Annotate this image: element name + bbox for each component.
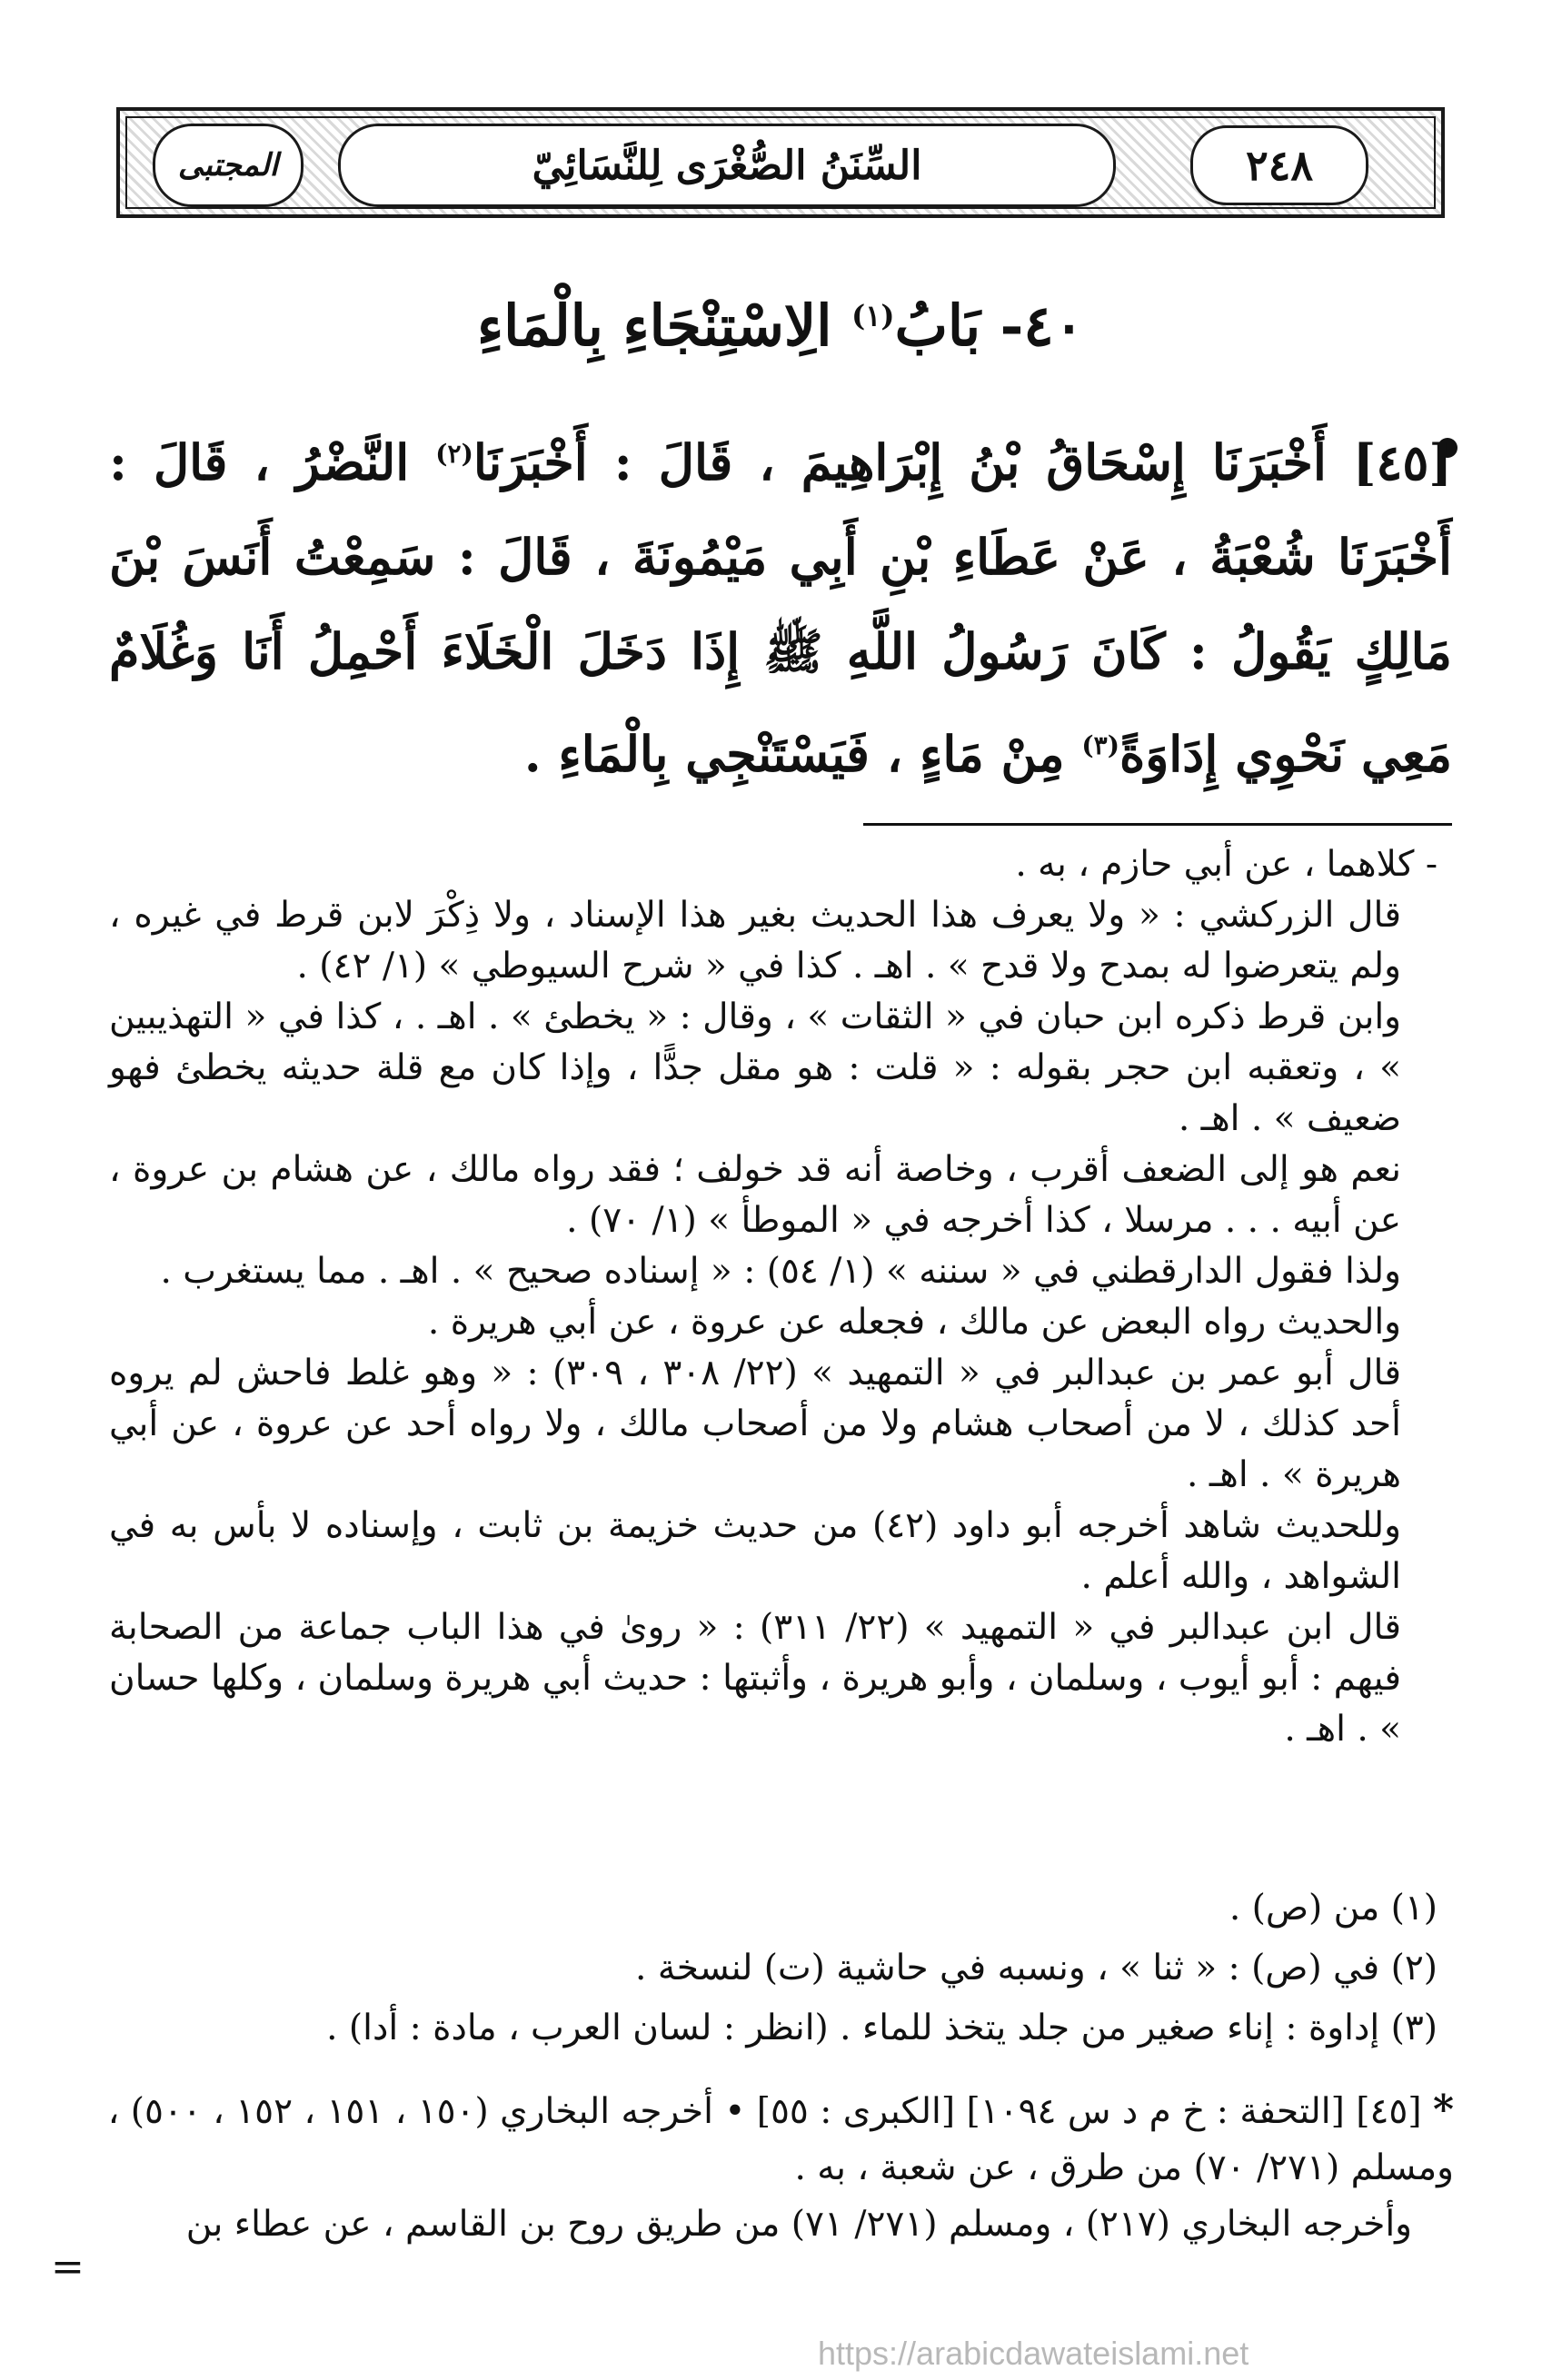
- hadith-text-c: مِنْ مَاءٍ ، فَيَسْتَنْجِي بِالْمَاءِ .: [523, 725, 1065, 783]
- chapter-title: الِاسْتِنْجَاءِ بِالْمَاءِ: [476, 293, 832, 359]
- hadith-number: [٤٥]: [1352, 433, 1452, 491]
- book-title: السِّنَنُ الصُّغْرَى لِلنَّسَائِيّ: [532, 142, 922, 189]
- separator-rule: [863, 823, 1452, 826]
- note-paragraph: قال أبو عمر بن عبدالبر في « التمهيد » (٢٢/ ٣٠٨ ، ٣٠٩) : « وهو غلط فاحش لم يروه أحد كذلك ، لا من أصحاب هشام ولا من أصحاب مالك ، ولا رواه أحد عن عروة ، عن أبي هريرة » . اهـ .: [109, 1353, 1401, 1495]
- note-paragraph: والحديث رواه البعض عن مالك ، فجعله عن عروة ، عن أبي هريرة .: [427, 1302, 1401, 1343]
- note-paragraph: قال الزركشي : « ولا يعرف هذا الحديث بغير هذا الإسناد ، ولا ذِكْرَ لابن قرط في غيره ، ولم يتعرضوا له بمدح ولا قدح » . اهـ . كذا في « شرح السيوطي » (١/ ٤٢) .: [109, 895, 1401, 987]
- hadith-text: [109, 407, 1452, 801]
- hadith-text-b: النَّضْرُ ، قَالَ : أَخْبَرَنَا شُعْبَةُ ، عَنْ عَطَاءِ بْنِ أَبِي مَيْمُونَةَ ، قَالَ : سَمِعْتُ أَنَسَ بْنَ مَالِكٍ يَقُولُ : كَانَ رَسُولُ اللَّهِ ﷺ إِذَا دَخَلَ الْخَلَاءَ أَحْمِلُ أَنَا وَغُلَامٌ مَعِي نَحْوِي إِدَاوَةً: [109, 433, 1452, 783]
- footnote-3: (٣) إداوة : إناء صغير من جلد يتخذ للماء . (انظر : لسان العرب ، مادة : أدا) .: [326, 2008, 1438, 2048]
- footnote-ref-2: (٢): [435, 439, 473, 469]
- continuation-mark: =: [51, 2244, 85, 2290]
- star-icon: *: [1432, 2087, 1454, 2133]
- page-number: ٢٤٨: [1245, 141, 1314, 190]
- takhrij-text-1: [٤٥] [التحفة : خ م د س ١٠٩٤] [الكبرى : ٥٥] • أخرجه البخاري (١٥٠ ، ١٥١ ، ١٥٢ ، ٥٠٠) ، ومسلم (٢٧١/ ٧٠) من طرق ، عن شعبة ، به .: [107, 2091, 1454, 2188]
- commentary-notes: [109, 839, 1438, 1755]
- note-paragraph: نعم هو إلى الضعف أقرب ، وخاصة أنه قد خولف ؛ فقد رواه مالك ، عن هشام بن عروة ، عن أبيه . . . مرسلا ، كذا أخرجه في « الموطأ » (١/ ٧٠) .: [109, 1149, 1401, 1241]
- chapter-footnote-ref: (١): [851, 298, 895, 333]
- note-paragraph: - كلاهما ، عن أبي حازم ، به .: [1015, 844, 1438, 885]
- emblem-text: المجتبى: [177, 147, 279, 183]
- header-title-cartouche: [338, 124, 1116, 207]
- watermark-url: https://arabicdawateislami.net: [818, 2335, 1249, 2372]
- takhrij-line-2: وأخرجه البخاري (٢١٧) ، ومسلم (٢٧١/ ٧١) من طريق روح بن القاسم ، عن عطاء بن: [185, 2204, 1412, 2245]
- takhrij-line-1: [55, 2082, 1454, 2197]
- page-number-cartouche: [1190, 125, 1368, 205]
- page-header: [116, 107, 1445, 218]
- note-paragraph: وابن قرط ذكره ابن حبان في « الثقات » ، وقال : « يخطئ » . اهـ . ، كذا في « التهذيبين » ، وتعقبه ابن حجر بقوله : « قلت : هو مقل جدًّا ، وإذا كان مع قلة حديثه يخطئ فهو ضعيف » . اهـ .: [109, 997, 1401, 1139]
- footnotes: [109, 1877, 1438, 2057]
- footnote-1: (١) من (ص) .: [1229, 1888, 1438, 1929]
- emblem-cartouche: [153, 124, 303, 207]
- chapter-heading: [116, 293, 1445, 359]
- chapter-word: بَابُ: [894, 293, 981, 359]
- footnote-2: (٢) في (ص) : « ثنا » ، ونسبه في حاشية (ت) لنسخة .: [635, 1948, 1438, 1988]
- note-paragraph: قال ابن عبدالبر في « التمهيد » (٢٢/ ٣١١) : « روىٰ في هذا الباب جماعة من الصحابة فيهم : أبو أيوب ، وسلمان ، وأبو هريرة ، وأثبتها : حديث أبي هريرة وسلمان ، وكلها حسان » . اهـ .: [109, 1607, 1401, 1750]
- hadith-text-a: أَخْبَرَنَا إِسْحَاقُ بْنُ إِبْرَاهِيمَ ، قَالَ : أَخْبَرَنَا: [473, 433, 1327, 491]
- footnote-ref-3: (٣): [1081, 730, 1119, 760]
- note-paragraph: وللحديث شاهد أخرجه أبو داود (٤٢) من حديث خزيمة بن ثابت ، وإسناده لا بأس به في الشواهد ، والله أعلم .: [109, 1505, 1401, 1597]
- note-paragraph: ولذا فقول الدارقطني في « سننه » (١/ ٥٤) : « إسناده صحيح » . اهـ . مما يستغرب .: [160, 1251, 1401, 1292]
- chapter-number: ٤٠-: [1000, 293, 1085, 359]
- takhrij-section: [55, 2082, 1454, 2253]
